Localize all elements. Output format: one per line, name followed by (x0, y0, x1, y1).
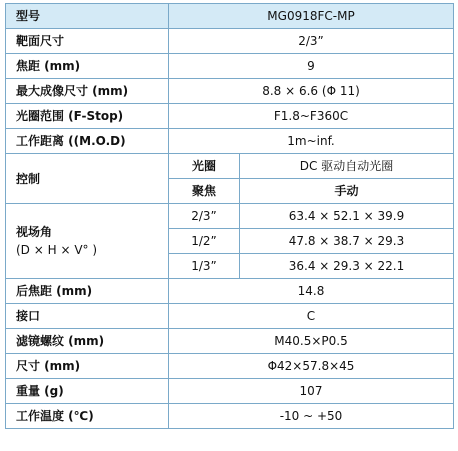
value-mount: C (169, 304, 454, 329)
label-sensor: 靶面尺寸 (6, 29, 169, 54)
row-focal-length (6, 54, 454, 79)
value-operating-temp: -10 ~ +50 (169, 404, 454, 429)
row-dimension (6, 354, 454, 379)
value-focus: 手动 (240, 179, 454, 204)
row-back-focal (6, 279, 454, 304)
value-iris: DC 驱动自动光圈 (240, 154, 454, 179)
label-aperture: 光圈范围 (F-Stop) (6, 104, 169, 129)
view-angle-units: (D × H × V° ) (16, 243, 98, 257)
row-filter-thread (6, 329, 454, 354)
label-model: 型号 (6, 4, 169, 29)
spec-table (5, 3, 454, 429)
value-mod: 1m~inf. (169, 129, 454, 154)
value-filter-thread: M40.5×P0.5 (169, 329, 454, 354)
row-aperture (6, 104, 454, 129)
row-max-image-size (6, 79, 454, 104)
row-mount (6, 304, 454, 329)
value-model: MG0918FC-MP (169, 4, 454, 29)
value-dimension: Φ42×57.8×45 (169, 354, 454, 379)
view-value-2: 47.8 × 38.7 × 29.3 (240, 229, 454, 254)
label-focal-length: 焦距 (mm) (6, 54, 169, 79)
row-model (6, 4, 454, 29)
label-back-focal: 后焦距 (mm) (6, 279, 169, 304)
row-operating-temp (6, 404, 454, 429)
value-max-image-size: 8.8 × 6.6 (Φ 11) (169, 79, 454, 104)
label-mod: 工作距离 ((M.O.D) (6, 129, 169, 154)
label-view-angle (6, 204, 169, 279)
value-weight: 107 (169, 379, 454, 404)
view-value-1: 63.4 × 52.1 × 39.9 (240, 204, 454, 229)
label-filter-thread: 滤镜螺纹 (mm) (6, 329, 169, 354)
label-weight: 重量 (g) (6, 379, 169, 404)
row-mod (6, 129, 454, 154)
row-control-iris (6, 154, 454, 179)
label-dimension: 尺寸 (mm) (6, 354, 169, 379)
row-view-angle-1 (6, 204, 454, 229)
value-focal-length: 9 (169, 54, 454, 79)
label-mount: 接口 (6, 304, 169, 329)
value-back-focal: 14.8 (169, 279, 454, 304)
label-focus: 聚焦 (169, 179, 240, 204)
row-weight (6, 379, 454, 404)
value-aperture: F1.8~F360C (169, 104, 454, 129)
view-angle-title: 视场角 (16, 225, 53, 239)
view-value-3: 36.4 × 29.3 × 22.1 (240, 254, 454, 279)
view-size-1: 2/3” (169, 204, 240, 229)
label-max-image-size: 最大成像尺寸 (mm) (6, 79, 169, 104)
label-control: 控制 (6, 154, 169, 204)
row-sensor (6, 29, 454, 54)
value-sensor: 2/3” (169, 29, 454, 54)
view-size-2: 1/2” (169, 229, 240, 254)
label-iris: 光圈 (169, 154, 240, 179)
label-operating-temp: 工作温度 (℃) (6, 404, 169, 429)
view-size-3: 1/3” (169, 254, 240, 279)
